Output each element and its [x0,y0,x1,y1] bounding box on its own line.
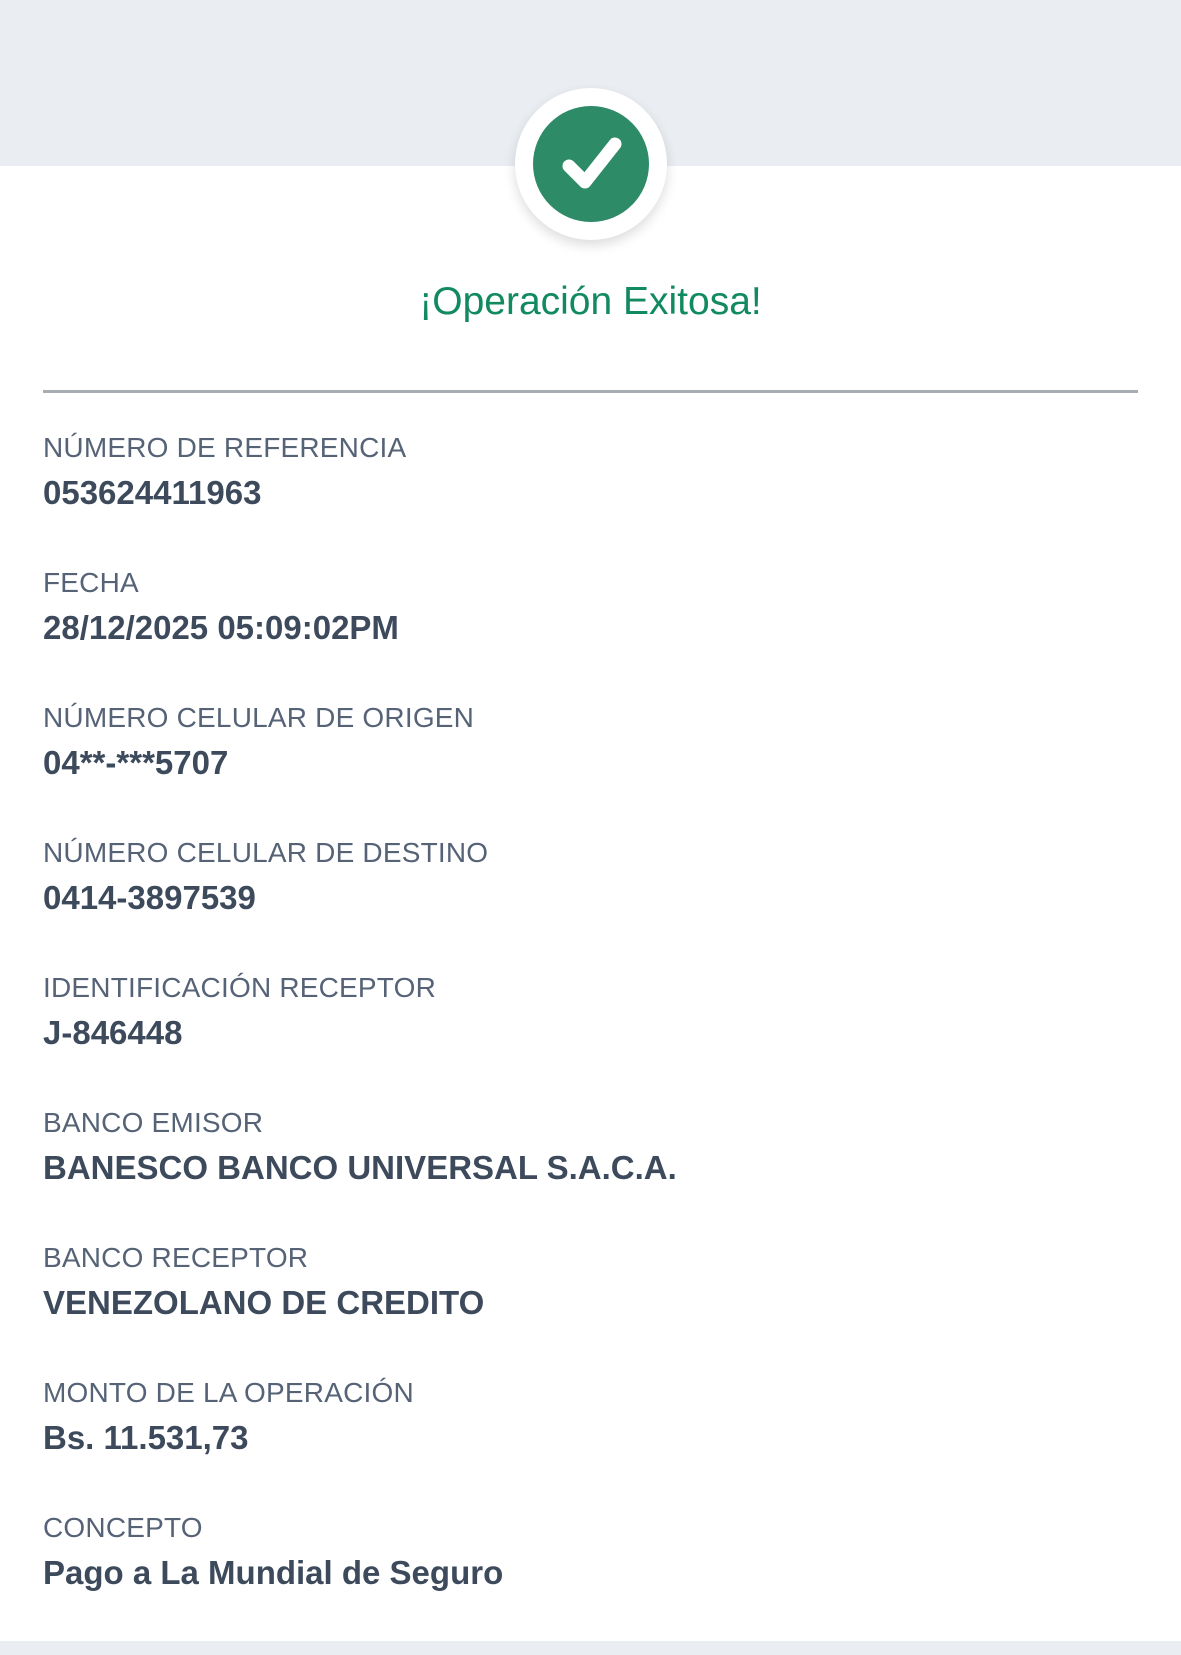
field-label: BANCO RECEPTOR [43,1242,309,1273]
field-label: MONTO DE LA OPERACIÓN [43,1377,414,1408]
field-value: 04**-***5707 [43,744,229,781]
field-value: Bs. 11.531,73 [43,1419,249,1456]
field-label: IDENTIFICACIÓN RECEPTOR [43,972,437,1003]
field-value: 0414-3897539 [43,879,256,916]
receipt-fields [43,430,1138,1645]
field-value: BANESCO BANCO UNIVERSAL S.A.C.A. [43,1149,677,1186]
field-value: VENEZOLANO DE CREDITO [43,1284,485,1321]
field-row [43,970,1138,1055]
field-value: 28/12/2025 05:09:02PM [43,609,399,646]
field-label: BANCO EMISOR [43,1107,264,1138]
field-label: FECHA [43,567,139,598]
footer-band [0,1641,1181,1655]
field-value: 053624411963 [43,474,262,511]
field-label: NÚMERO DE REFERENCIA [43,432,407,463]
field-row [43,1105,1138,1190]
divider [43,390,1138,393]
success-badge [515,88,667,240]
field-row [43,835,1138,920]
field-value: Pago a La Mundial de Seguro [43,1554,504,1591]
field-row [43,430,1138,515]
field-row [43,1510,1138,1595]
field-label: NÚMERO CELULAR DE DESTINO [43,837,489,868]
field-row [43,700,1138,785]
field-label: NÚMERO CELULAR DE ORIGEN [43,702,475,733]
field-row [43,1240,1138,1325]
field-row [43,1375,1138,1460]
field-label: CONCEPTO [43,1512,203,1543]
field-value: J-846448 [43,1014,183,1051]
field-row [43,565,1138,650]
checkmark-icon [533,106,649,222]
page-title: ¡Operación Exitosa! [419,280,762,323]
